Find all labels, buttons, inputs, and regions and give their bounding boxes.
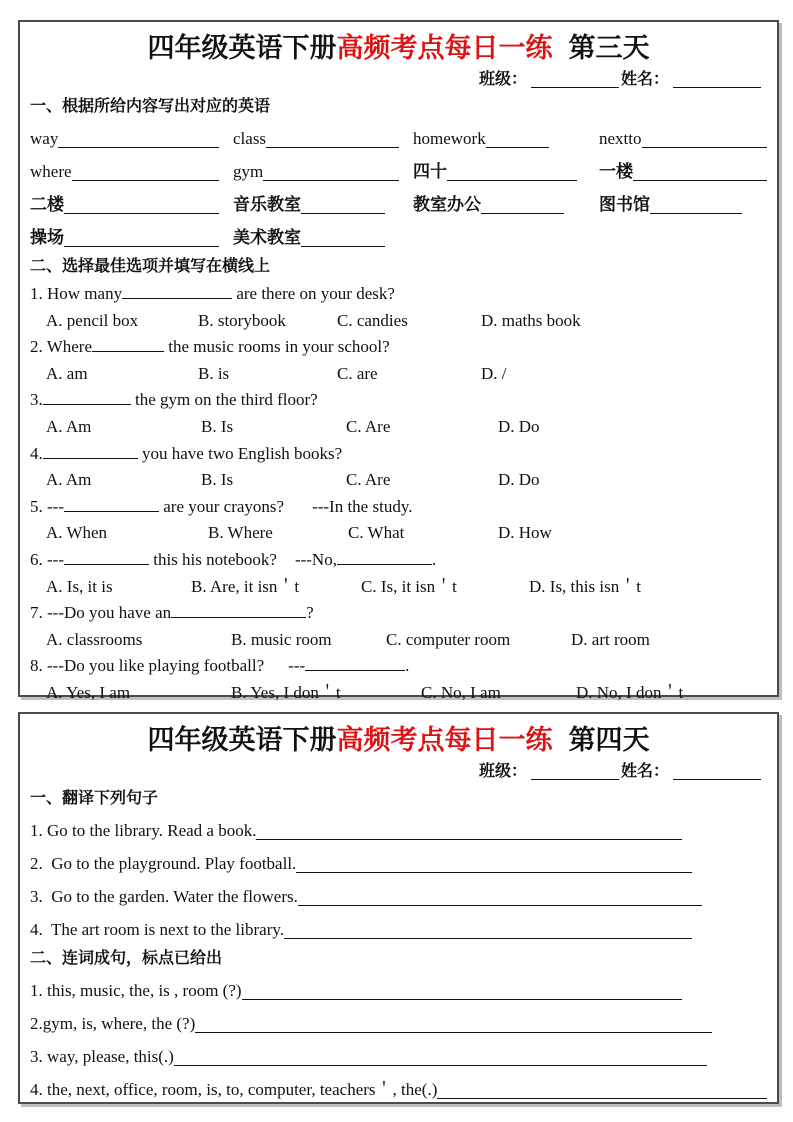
option-d[interactable]: D. / [481, 363, 507, 383]
options-row-1 [30, 308, 767, 335]
option-b[interactable]: B. Is [201, 470, 234, 490]
sentence-text: 2.gym, is, where, the (?) [30, 1014, 196, 1033]
question-1 [30, 281, 767, 308]
reorder-item-2 [30, 1006, 767, 1039]
student-id-line [30, 758, 767, 785]
class-label: 班级： [478, 71, 527, 88]
vocab-term: where [30, 162, 72, 181]
question-4 [30, 441, 767, 468]
option-a[interactable]: A. classrooms [46, 629, 143, 649]
class-label: 班级： [478, 763, 527, 780]
question-8 [30, 653, 767, 680]
vocab-blank[interactable] [263, 180, 399, 181]
vocab-blank[interactable] [58, 147, 219, 148]
question-text: the gym on the third floor? [130, 390, 318, 410]
option-b[interactable]: B. storybook [198, 310, 286, 330]
worksheet-day3 [18, 20, 779, 702]
question-text: 4. [30, 443, 43, 463]
student-id-line [30, 66, 767, 93]
vocab-cell [599, 154, 767, 187]
sentence-text: 3. way, please, this(.) [30, 1047, 174, 1066]
vocab-cell [413, 187, 599, 220]
vocab-term: 图书馆 [599, 195, 650, 214]
question-text: 8. ---Do you like playing football? [30, 656, 265, 676]
options-row-8 [30, 680, 767, 707]
vocab-cell-empty [599, 220, 767, 253]
title-course: 四年级英语下册 [147, 33, 337, 63]
vocab-blank[interactable] [481, 213, 564, 214]
options-row-3 [30, 414, 767, 441]
option-d[interactable]: D. art room [571, 629, 650, 649]
vocab-term: 一楼 [599, 162, 633, 181]
title-day: 第三天 [568, 33, 650, 63]
options-row-2 [30, 361, 767, 388]
vocab-cell [233, 154, 413, 187]
option-b[interactable]: B. Is [201, 416, 234, 436]
sentence-text: 4. The art room is next to the library. [30, 920, 284, 939]
question-7 [30, 600, 767, 627]
options-row-7 [30, 627, 767, 654]
answer-line[interactable] [296, 872, 692, 873]
question-text: 6. --- [30, 549, 64, 569]
vocab-blank[interactable] [447, 180, 577, 181]
translation-item-2 [30, 846, 767, 879]
option-a[interactable]: A. When [46, 523, 108, 543]
question-text: ---No, [294, 549, 337, 569]
vocab-term: 二楼 [30, 195, 64, 214]
vocabulary-grid [30, 121, 767, 253]
option-a[interactable]: A. am [46, 363, 88, 383]
option-c[interactable]: C. Are [346, 470, 391, 490]
options-row-4 [30, 467, 767, 494]
option-c[interactable]: C. What [348, 523, 405, 543]
vocab-term: nextto [599, 129, 642, 148]
sentence-text: 1. this, music, the, is , room (?) [30, 981, 242, 1000]
answer-line[interactable] [284, 938, 692, 939]
question-text: . [405, 656, 410, 676]
reorder-item-4 [30, 1072, 767, 1105]
reorder-item-3 [30, 1039, 767, 1072]
question-text: you have two English books? [137, 443, 343, 463]
option-d[interactable]: D. maths book [481, 310, 581, 330]
question-text: ? [306, 603, 314, 623]
name-blank[interactable] [673, 87, 761, 88]
sentence-text: 1. Go to the library. Read a book. [30, 821, 257, 840]
title-course: 四年级英语下册 [147, 725, 337, 755]
vocab-blank[interactable] [64, 213, 219, 214]
vocab-cell [233, 121, 413, 154]
section-1-heading: 一、翻译下列句子 [30, 790, 159, 807]
question-text: --- [288, 656, 306, 676]
options-row-5 [30, 520, 767, 547]
vocab-term: class [233, 129, 267, 148]
option-a[interactable]: A. Am [46, 470, 92, 490]
option-c[interactable]: C. Is, it isn＇t [361, 576, 457, 596]
answer-line[interactable] [298, 905, 702, 906]
answer-line[interactable] [437, 1098, 767, 1099]
title-day: 第四天 [568, 725, 650, 755]
vocab-cell [413, 154, 599, 187]
answer-blank[interactable] [64, 495, 159, 512]
option-d[interactable]: D. Is, this isn＇t [529, 576, 641, 596]
option-c[interactable]: C. are [337, 363, 378, 383]
name-label: 姓名： [620, 763, 669, 780]
vocab-blank[interactable] [266, 147, 399, 148]
question-text: ---In the study. [312, 496, 413, 516]
worksheet-day4 [18, 712, 779, 1104]
sentence-text: 3. Go to the garden. Water the flowers. [30, 887, 298, 906]
vocab-term: gym [233, 162, 264, 181]
translation-item-4 [30, 912, 767, 945]
option-c[interactable]: C. computer room [386, 629, 511, 649]
section-2-heading: 二、连词成句，标点已给出 [30, 950, 223, 967]
answer-line[interactable] [195, 1032, 712, 1033]
option-a[interactable]: A. Is, it is [46, 576, 113, 596]
option-d[interactable]: D. No, I don＇t [576, 682, 684, 702]
options-row-6 [30, 574, 767, 601]
answer-blank[interactable] [43, 441, 138, 458]
vocab-term: 四十 [413, 162, 447, 181]
answer-blank[interactable] [171, 601, 306, 618]
question-text: this his notebook? [148, 549, 277, 569]
vocab-term: 音乐教室 [233, 195, 301, 214]
vocab-cell [30, 121, 233, 154]
question-text: are there on your desk? [232, 284, 395, 303]
answer-line[interactable] [174, 1065, 707, 1066]
vocab-blank[interactable] [301, 213, 385, 214]
question-6 [30, 547, 767, 574]
answer-blank[interactable] [305, 654, 405, 671]
vocab-blank[interactable] [301, 246, 385, 247]
vocab-cell-empty [413, 220, 599, 253]
worksheet-title [30, 722, 767, 758]
vocab-cell [599, 187, 767, 220]
vocab-term: homework [413, 129, 486, 148]
class-blank[interactable] [531, 87, 619, 88]
vocab-cell [30, 187, 233, 220]
option-d[interactable]: D. How [498, 523, 552, 543]
vocab-cell [599, 121, 767, 154]
vocab-blank[interactable] [486, 147, 549, 148]
answer-line[interactable] [242, 999, 682, 1000]
option-c[interactable]: C. candies [337, 310, 408, 330]
translation-item-3 [30, 879, 767, 912]
class-blank[interactable] [531, 779, 619, 780]
question-3 [30, 387, 767, 414]
option-a[interactable]: A. Yes, I am [46, 682, 131, 702]
answer-blank[interactable] [92, 335, 164, 352]
question-2 [30, 334, 767, 361]
question-text: are your crayons? [158, 496, 285, 516]
question-text: 1. How many [30, 284, 123, 303]
name-label: 姓名： [620, 71, 669, 88]
vocab-cell [413, 121, 599, 154]
worksheet-title [30, 30, 767, 66]
question-5 [30, 494, 767, 521]
vocab-term: way [30, 129, 59, 148]
name-blank[interactable] [673, 779, 761, 780]
option-a[interactable]: A. Am [46, 416, 92, 436]
option-b[interactable]: B. Where [208, 523, 273, 543]
vocab-cell [30, 220, 233, 253]
vocab-cell [233, 187, 413, 220]
vocab-cell [30, 154, 233, 187]
question-text: the music rooms in your school? [164, 337, 390, 357]
option-b[interactable]: B. Are, it isn＇t [191, 576, 300, 596]
title-series: 高频考点每日一练 [336, 33, 553, 63]
vocab-term: 教室办公 [413, 195, 481, 214]
option-b[interactable]: B. is [198, 363, 230, 383]
sentence-text: 4. the, next, office, room, is, to, computer, teachers＇, the(.) [30, 1080, 438, 1099]
section-1-heading: 一、根据所给内容写出对应的英语 [30, 98, 271, 115]
vocab-term: 美术教室 [233, 228, 301, 247]
vocab-blank[interactable] [642, 147, 768, 148]
answer-blank[interactable] [122, 282, 232, 299]
answer-line[interactable] [256, 839, 682, 840]
question-text: 2. Where [30, 337, 92, 357]
question-text: . [431, 549, 437, 569]
question-text: 5. --- [30, 496, 64, 516]
option-b[interactable]: B. Yes, I don＇t [231, 682, 341, 702]
option-a[interactable]: A. pencil box [46, 310, 139, 330]
question-text: 3. [30, 390, 43, 410]
vocab-term: 操场 [30, 228, 64, 247]
section-2-heading: 二、选择最佳选项并填写在横线上 [30, 258, 271, 275]
option-c[interactable]: C. No, I am [421, 682, 501, 702]
vocab-blank[interactable] [72, 180, 219, 181]
title-series: 高频考点每日一练 [336, 725, 553, 755]
reorder-item-1 [30, 973, 767, 1006]
option-d[interactable]: D. Do [498, 416, 540, 436]
option-b[interactable]: B. music room [231, 629, 332, 649]
option-c[interactable]: C. Are [346, 416, 391, 436]
vocab-cell [233, 220, 413, 253]
vocab-blank[interactable] [633, 180, 767, 181]
option-d[interactable]: D. Do [498, 470, 540, 490]
answer-blank[interactable] [64, 548, 149, 565]
answer-blank[interactable] [337, 548, 432, 565]
vocab-blank[interactable] [650, 213, 742, 214]
sentence-text: 2. Go to the playground. Play football. [30, 854, 297, 873]
vocab-blank[interactable] [64, 246, 219, 247]
answer-blank[interactable] [43, 388, 131, 405]
translation-item-1 [30, 813, 767, 846]
question-text: 7. ---Do you have an [30, 603, 172, 623]
